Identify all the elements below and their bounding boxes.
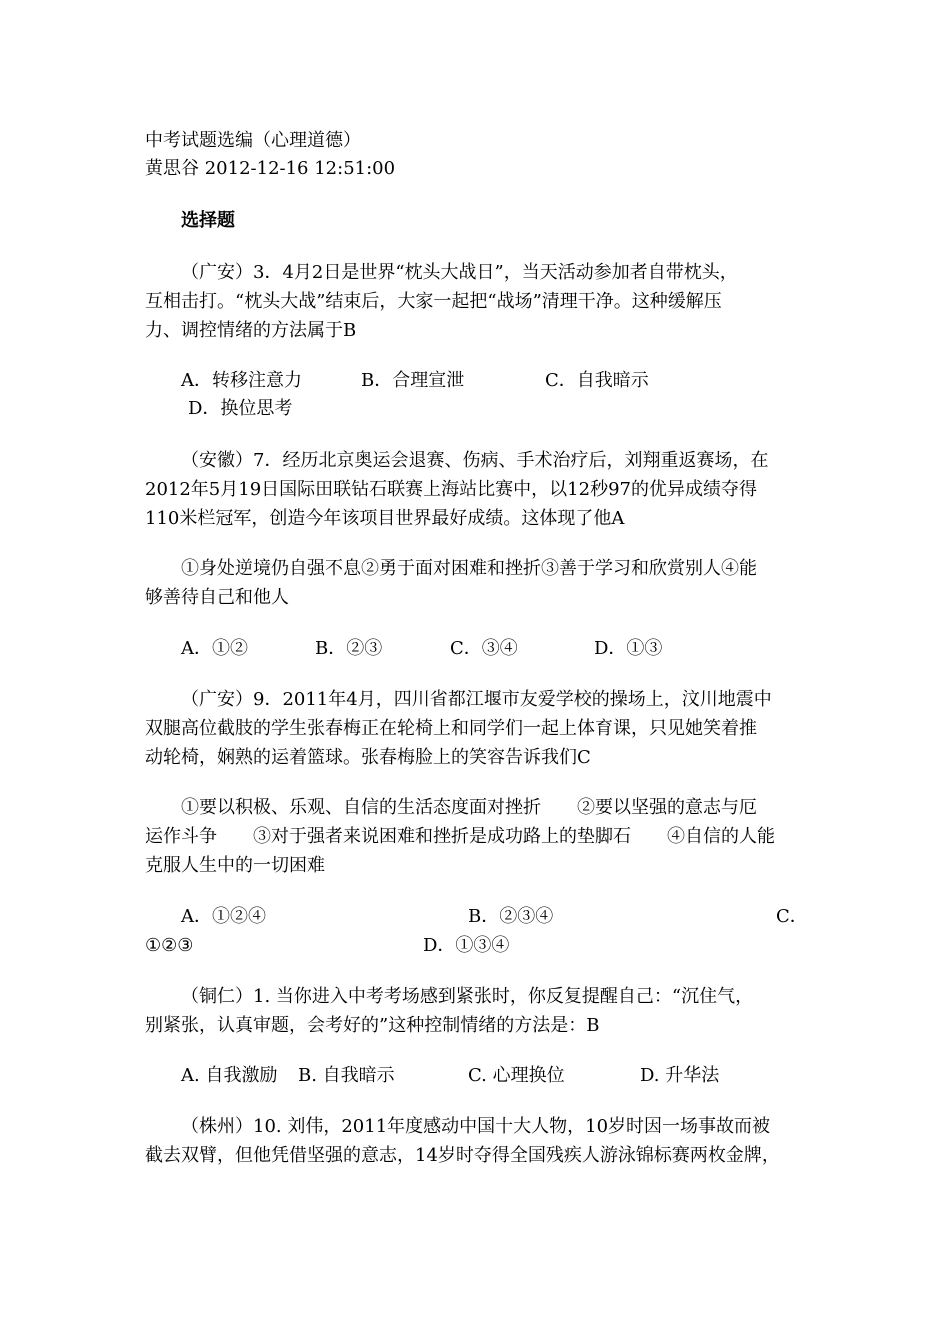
question-3-statement-3: 克服人生中的一切困难 — [145, 855, 325, 876]
question-4-line-2: 别紧张，认真审题，会考好的”这种控制情绪的方法是：B — [145, 1015, 600, 1036]
question-4-line-1: （铜仁）1. 当你进入中考考场感到紧张时，你反复提醒自己：“沉住气， — [181, 986, 754, 1007]
author-timestamp: 黄思谷 2012-12-16 12:51:00 — [145, 158, 396, 179]
question-3-option-a: A．①②④ — [181, 906, 266, 927]
question-3-option-c-value: ①②③ — [145, 935, 194, 956]
question-2-option-d: D．①③ — [594, 638, 663, 659]
question-3-statement-2: 运作斗争 ③对于强者来说困难和挫折是成功路上的垫脚石 ④自信的人能 — [145, 826, 775, 847]
question-2-line-1: （安徽）7．经历北京奥运会退赛、伤病、手术治疗后，刘翔重返赛场，在 — [181, 450, 769, 471]
question-1-option-a: A．转移注意力 — [181, 370, 302, 391]
question-1-option-b: B．合理宣泄 — [361, 370, 465, 391]
question-3-option-b: B．②③④ — [468, 906, 554, 927]
document-title: 中考试题选编（心理道德） — [145, 130, 361, 151]
question-4-option-a: A. 自我激励 — [181, 1065, 278, 1086]
question-4-option-d: D. 升华法 — [640, 1065, 720, 1086]
question-4-option-c: C. 心理换位 — [468, 1065, 565, 1086]
question-2-option-a: A．①② — [181, 638, 248, 659]
question-5-line-2: 截去双臂，但他凭借坚强的意志，14岁时夺得全国残疾人游泳锦标赛两枚金牌， — [145, 1145, 780, 1166]
question-2-statement-1: ①身处逆境仍自强不息②勇于面对困难和挫折③善于学习和欣赏别人④能 — [181, 558, 757, 579]
section-heading: 选择题 — [181, 210, 235, 231]
question-5-line-1: （株州）10. 刘伟，2011年度感动中国十大人物，10岁时因一场事故而被 — [181, 1116, 771, 1137]
question-3-option-d: D．①③④ — [423, 935, 510, 956]
question-2-line-3: 110米栏冠军，创造今年该项目世界最好成绩。这体现了他A — [145, 508, 625, 529]
question-4-option-b: B. 自我暗示 — [298, 1065, 395, 1086]
question-3-line-3: 动轮椅，娴熟的运着篮球。张春梅脸上的笑容告诉我们C — [145, 747, 591, 768]
question-1-line-2: 互相击打。“枕头大战”结束后，大家一起把“战场”清理干净。这种缓解压 — [145, 291, 722, 312]
question-1-line-1: （广安）3．4月2日是世界“枕头大战日”，当天活动参加者自带枕头， — [181, 262, 738, 283]
question-1-option-d: D．换位思考 — [188, 398, 293, 419]
question-3-option-c-label: C． — [776, 906, 808, 927]
question-1-option-c: C．自我暗示 — [545, 370, 649, 391]
question-3-line-2: 双腿高位截肢的学生张春梅正在轮椅上和同学们一起上体育课，只见她笑着推 — [145, 718, 757, 739]
question-2-line-2: 2012年5月19日国际田联钻石联赛上海站比赛中，以12秒97的优异成绩夺得 — [145, 479, 757, 500]
question-2-option-b: B．②③ — [315, 638, 383, 659]
question-3-line-1: （广安）9．2011年4月，四川省都江堰市友爱学校的操场上，汶川地震中 — [181, 689, 772, 710]
question-1-line-3: 力、调控情绪的方法属于B — [145, 320, 357, 341]
question-3-statement-1: ①要以积极、乐观、自信的生活态度面对挫折 ②要以坚强的意志与厄 — [181, 797, 757, 818]
question-2-statement-2: 够善待自己和他人 — [145, 587, 289, 608]
question-2-option-c: C．③④ — [450, 638, 518, 659]
